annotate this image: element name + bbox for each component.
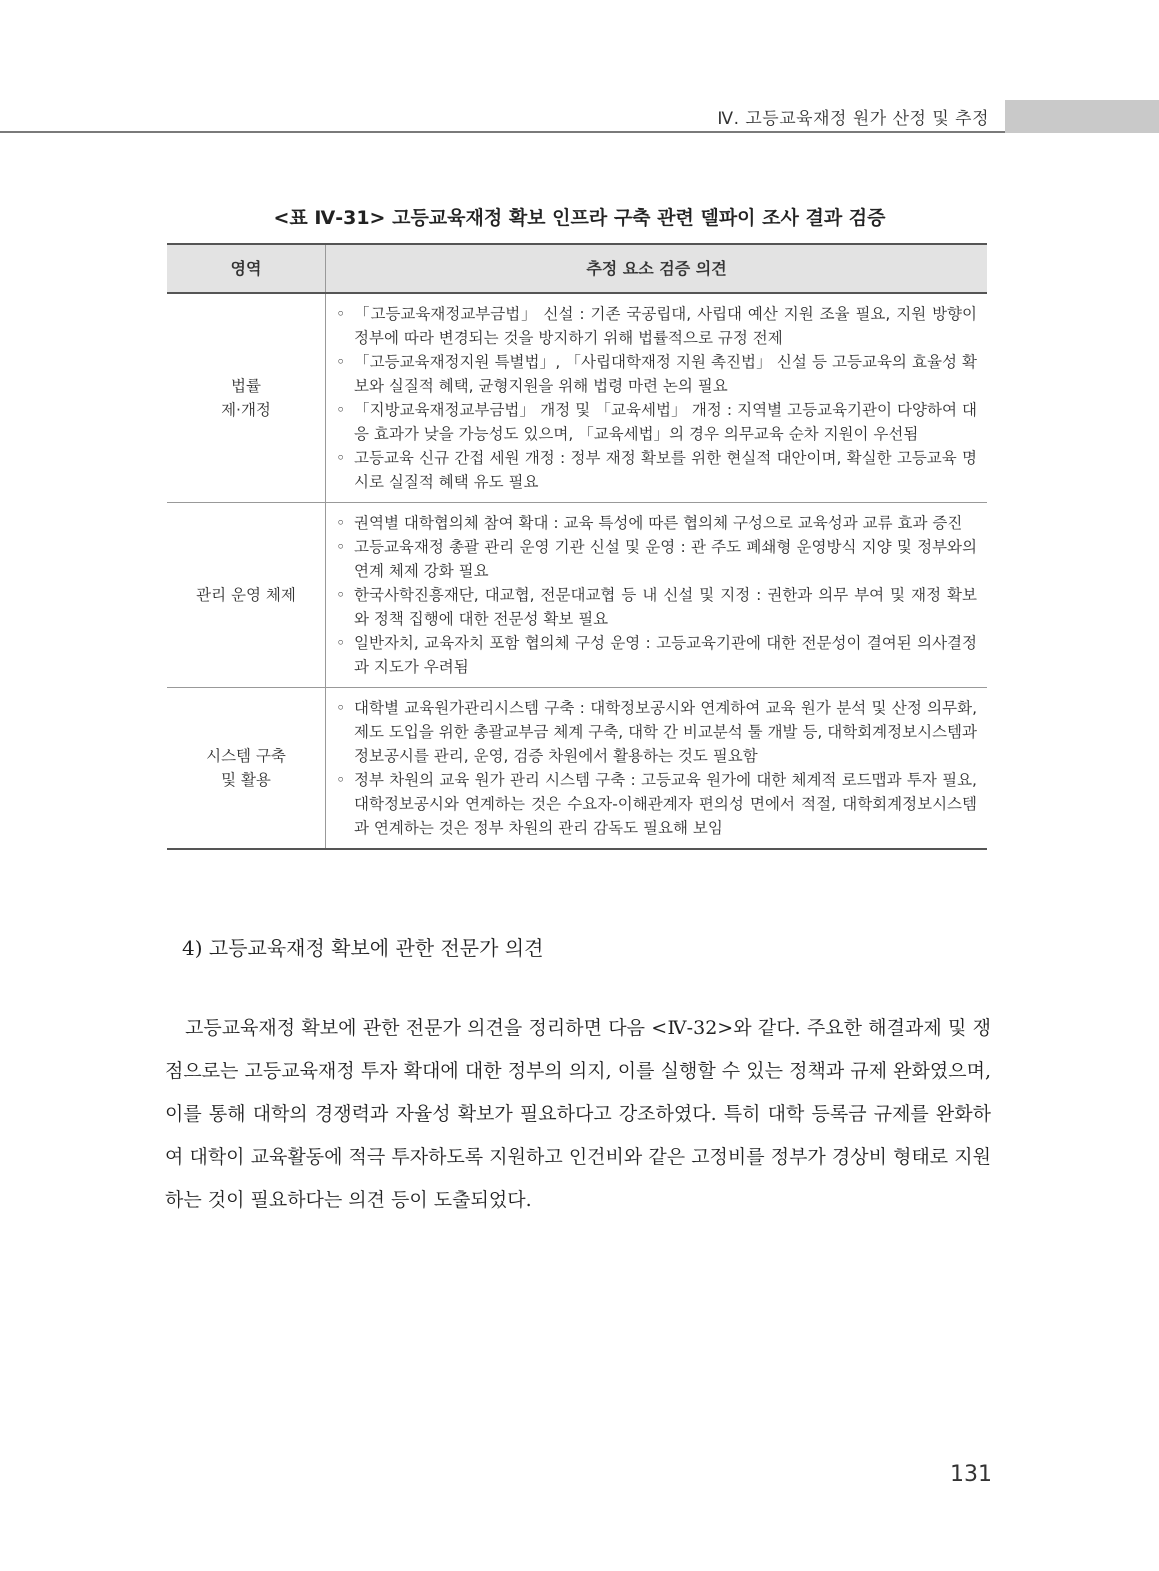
table-header-row (167, 244, 987, 293)
running-header-title: Ⅳ. 고등교육재정 원가 산정 및 추정 (717, 109, 989, 129)
column-header-opinion: 추정 요소 검증 의견 (326, 244, 988, 293)
bullet-mark: ◦ (336, 514, 346, 532)
opinion-text: 정부 차원의 교육 원가 관리 시스템 구축 : 고등교육 원가에 대한 체계적 로드맵과 투자 필요, 대학정보공시와 연계하는 것은 수요자-이해관계자 편의성 면에서 적절, 대학회계정보시스템과 연계하는 것은 정부 차원의 관리 감독도 필요해 보임 (354, 771, 977, 837)
opinion-text: 「고등교육재정지원 특별법」, 「사립대학재정 지원 촉진법」 신설 등 고등교육의 효율성 확보와 실질적 혜택, 균형지원을 위해 법령 마련 논의 필요 (354, 353, 977, 395)
opinion-item (336, 583, 977, 631)
opinion-item (336, 631, 977, 679)
opinion-text: 대학별 교육원가관리시스템 구축 : 대학정보공시와 연계하여 교육 원가 분석 및 산정 의무화, 제도 도입을 위한 총괄교부금 체계 구축, 대학 간 비교분석 툴 개발 등, 대학회계정보시스템과 정보공시를 관리, 운영, 검증 차원에서 활용하는 것도 필요함 (354, 699, 977, 765)
bullet-mark: ◦ (336, 353, 346, 371)
bullet-mark: ◦ (336, 634, 346, 652)
opinion-item (336, 768, 977, 840)
area-label-line1: 시스템 구축 (206, 747, 286, 765)
page-number: 131 (950, 1462, 992, 1487)
opinion-text: 고등교육 신규 간접 세원 개정 : 정부 재정 확보를 위한 현실적 대안이며, 확실한 고등교육 명시로 실질적 혜택 유도 필요 (354, 449, 977, 491)
row-opinion-cell (326, 688, 988, 850)
area-label-line2: 제·개정 (221, 401, 271, 419)
bullet-mark: ◦ (336, 538, 346, 556)
table-caption: <표 Ⅳ-31> 고등교육재정 확보 인프라 구축 관련 델파이 조사 결과 검증 (273, 207, 886, 229)
area-label-line2: 및 활용 (221, 771, 271, 789)
column-header-area: 영역 (167, 244, 326, 293)
row-opinion-cell (326, 293, 988, 503)
header-tab-block (1005, 100, 1159, 133)
opinion-item (336, 511, 977, 535)
opinion-item (336, 350, 977, 398)
row-area-cell (167, 688, 326, 850)
opinion-text: 한국사학진흥재단, 대교협, 전문대교협 등 내 신설 및 지정 : 권한과 의무 부여 및 재정 확보와 정책 집행에 대한 전문성 확보 필요 (354, 586, 977, 628)
opinion-item (336, 696, 977, 768)
row-opinion-cell (326, 503, 988, 688)
bullet-mark: ◦ (336, 449, 346, 467)
bullet-mark: ◦ (336, 401, 346, 419)
opinion-text: 고등교육재정 총괄 관리 운영 기관 신설 및 운영 : 관 주도 폐쇄형 운영방식 지양 및 정부와의 연계 체제 강화 필요 (354, 538, 977, 580)
row-area-cell (167, 293, 326, 503)
bullet-mark: ◦ (336, 699, 346, 717)
area-label-line1: 관리 운영 체제 (196, 586, 296, 604)
bullet-mark: ◦ (336, 586, 346, 604)
row-area-cell (167, 503, 326, 688)
body-paragraph: 고등교육재정 확보에 관한 전문가 의견을 정리하면 다음 <Ⅳ-32>와 같다. 주요한 해결과제 및 쟁점으로는 고등교육재정 투자 확대에 대한 정부의 의지, 이를 실행할 수 있는 정책과 규제 완화였으며, 이를 통해 대학의 경쟁력과 자율성 확보가 필요하다고 강조하였다. 특히 대학 등록금 규제를 완화하여 대학이 교육활동에 적극 투자하도록 지원하고 인건비와 같은 고정비를 정부가 경상비 형태로 지원하는 것이 필요하다는 의견 등이 도출되었다. (165, 1017, 991, 1211)
table-row-management (167, 503, 987, 688)
table-row-system (167, 688, 987, 850)
header-rule (0, 131, 1005, 133)
opinion-item (336, 535, 977, 583)
table-row-law (167, 293, 987, 503)
section-heading: 4) 고등교육재정 확보에 관한 전문가 의견 (182, 936, 544, 960)
area-label-line1: 법률 (231, 377, 261, 395)
opinion-item (336, 302, 977, 350)
delphi-verification-table (167, 243, 987, 850)
opinion-item (336, 398, 977, 446)
bullet-mark: ◦ (336, 305, 346, 323)
bullet-mark: ◦ (336, 771, 346, 789)
opinion-item (336, 446, 977, 494)
opinion-text: 일반자치, 교육자치 포함 협의체 구성 운영 : 고등교육기관에 대한 전문성이 결여된 의사결정과 지도가 우려됨 (354, 634, 977, 676)
running-header (0, 100, 1159, 133)
opinion-text: 「지방교육재정교부금법」 개정 및 「교육세법」 개정 : 지역별 고등교육기관이 다양하여 대응 효과가 낮을 가능성도 있으며, 「교육세법」의 경우 의무교육 순차 지원이 우선됨 (354, 401, 977, 443)
opinion-text: 「고등교육재정교부금법」 신설 : 기존 국공립대, 사립대 예산 지원 조율 필요, 지원 방향이 정부에 따라 변경되는 것을 방지하기 위해 법률적으로 규정 전제 (354, 305, 977, 347)
opinion-text: 권역별 대학협의체 참여 확대 : 교육 특성에 따른 협의체 구성으로 교육성과 교류 효과 증진 (354, 514, 963, 532)
